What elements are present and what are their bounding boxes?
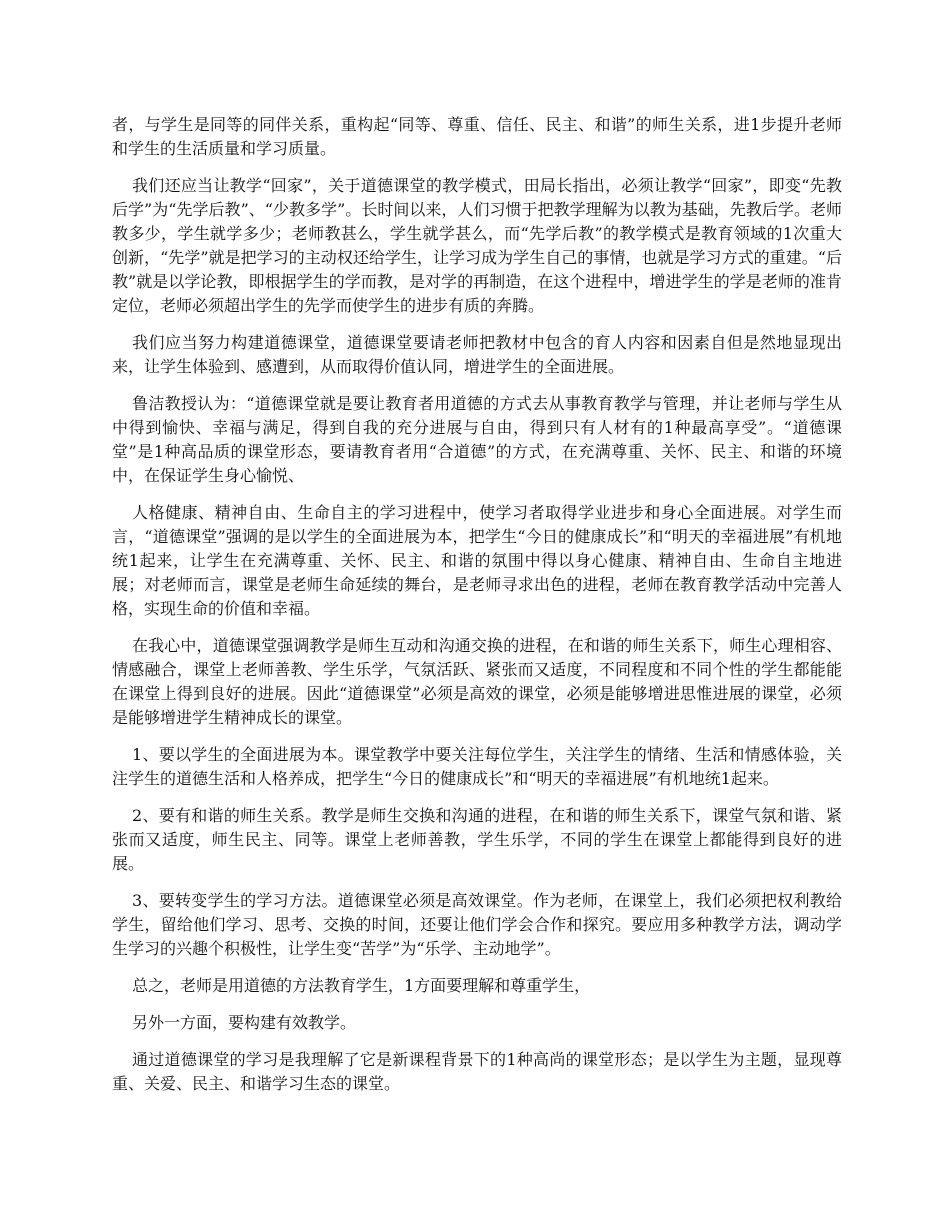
- paragraph-3: 我们应当努力构建道德课堂，道德课堂要请老师把教材中包含的育人内容和因素自但是然地显现出来，让学生体验到、感遭到，从而取得价值认同，增进学生的全面进展。: [112, 333, 842, 376]
- list-item-2: 2、要有和谐的师生关系。教学是师生交换和沟通的进程，在和谐的师生关系下，课堂气氛和谐、紧张而又适度，师生民主、同等。课堂上老师善教，学生乐学，不同的学生在课堂上都能得到良好的进展。: [112, 806, 842, 873]
- list-item-1: 1、要以学生的全面进展为本。课堂教学中要关注每位学生，关注学生的情绪、生活和情感体验，关注学生的道德生活和人格养成，把学生“今日的健康成长”和“明天的幸福进展”有机地统1起来。: [112, 745, 842, 788]
- paragraph-summary: 总之，老师是用道德的方法教育学生，1方面要理解和尊重学生，: [132, 976, 591, 995]
- paragraph-conclusion: 通过道德课堂的学习是我理解了它是新课程背景下的1种高尚的课堂形态；是以学生为主题，显现尊重、关爱、民主、和谐学习生态的课堂。: [112, 1050, 842, 1093]
- list-item-3: 3、要转变学生的学习方法。道德课堂必须是高效课堂。作为老师，在课堂上，我们必须把权利教给学生，留给他们学习、思考、交换的时间，还要让他们学会合作和探究。要应用多种教学方法，调动学生学习的兴趣个积极性，让学生变“苦学”为“乐学、主动地学”。: [112, 891, 842, 958]
- paragraph-6: 在我心中，道德课堂强调教学是师生互动和沟通交换的进程，在和谐的师生关系下，师生心理相容、情感融合，课堂上老师善教、学生乐学，气氛活跃、紧张而又适度，不同程度和不同个性的学生都能能在课堂上得到良好的进展。因此“道德课堂”必须是高效的课堂，必须是能够增进思惟进展的课堂，必须是能够增进学生精神成长的课堂。: [112, 636, 842, 727]
- paragraph-4: 鲁洁教授认为：“道德课堂就是要让教育者用道德的方式去从事教育教学与管理，并让老师与学生从中得到愉快、幸福与满足，得到自我的充分进展与自由，得到只有人材有的1种最高享受”。“道德课堂”是1种高品质的课堂形态，要请教育者用“合道德”的方式，在充满尊重、关怀、民主、和谐的环境中，在保证学生身心愉悦、: [112, 394, 842, 485]
- document-page: [112, 113, 842, 1109]
- paragraph-2: 我们还应当让教学“回家”，关于道德课堂的教学模式，田局长指出，必须让教学“回家”，即变“先教后学”为“先学后教”、“少教多学”。长时间以来，人们习惯于把教学理解为以教为基础，先教后学。老师教多少，学生就学多少；老师教甚么，学生就学甚么，而“先学后教”的教学模式是教育领域的1次重大创新，“先学”就是把学习的主动权还给学生，让学习成为学生自己的事情，也就是学习方式的重建。“后教”就是以学论教，即根据学生的学而教，是对学的再制造，在这个进程中，增进学生的学是老师的准肯定位，老师必须超出学生的先学而使学生的进步有质的奔腾。: [112, 176, 842, 315]
- paragraph-summary-cont: 另外一方面，要构建有效教学。: [132, 1013, 357, 1032]
- paragraph-1: 者，与学生是同等的同伴关系，重构起“同等、尊重、信任、民主、和谐”的师生关系，进1步提升老师和学生的生活质量和学习质量。: [112, 115, 842, 158]
- paragraph-5: 人格健康、精神自由、生命自主的学习进程中，使学习者取得学业进步和身心全面进展。对学生而言，“道德课堂”强调的是以学生的全面进展为本，把学生“今日的健康成长”和“明天的幸福进展”有机地统1起来，让学生在充满尊重、关怀、民主、和谐的氛围中得以身心健康、精神自由、生命自主地进展；对老师而言，课堂是老师生命延续的舞台，是老师寻求出色的进程，老师在教育教学活动中完善人格，实现生命的价值和幸福。: [112, 503, 842, 618]
